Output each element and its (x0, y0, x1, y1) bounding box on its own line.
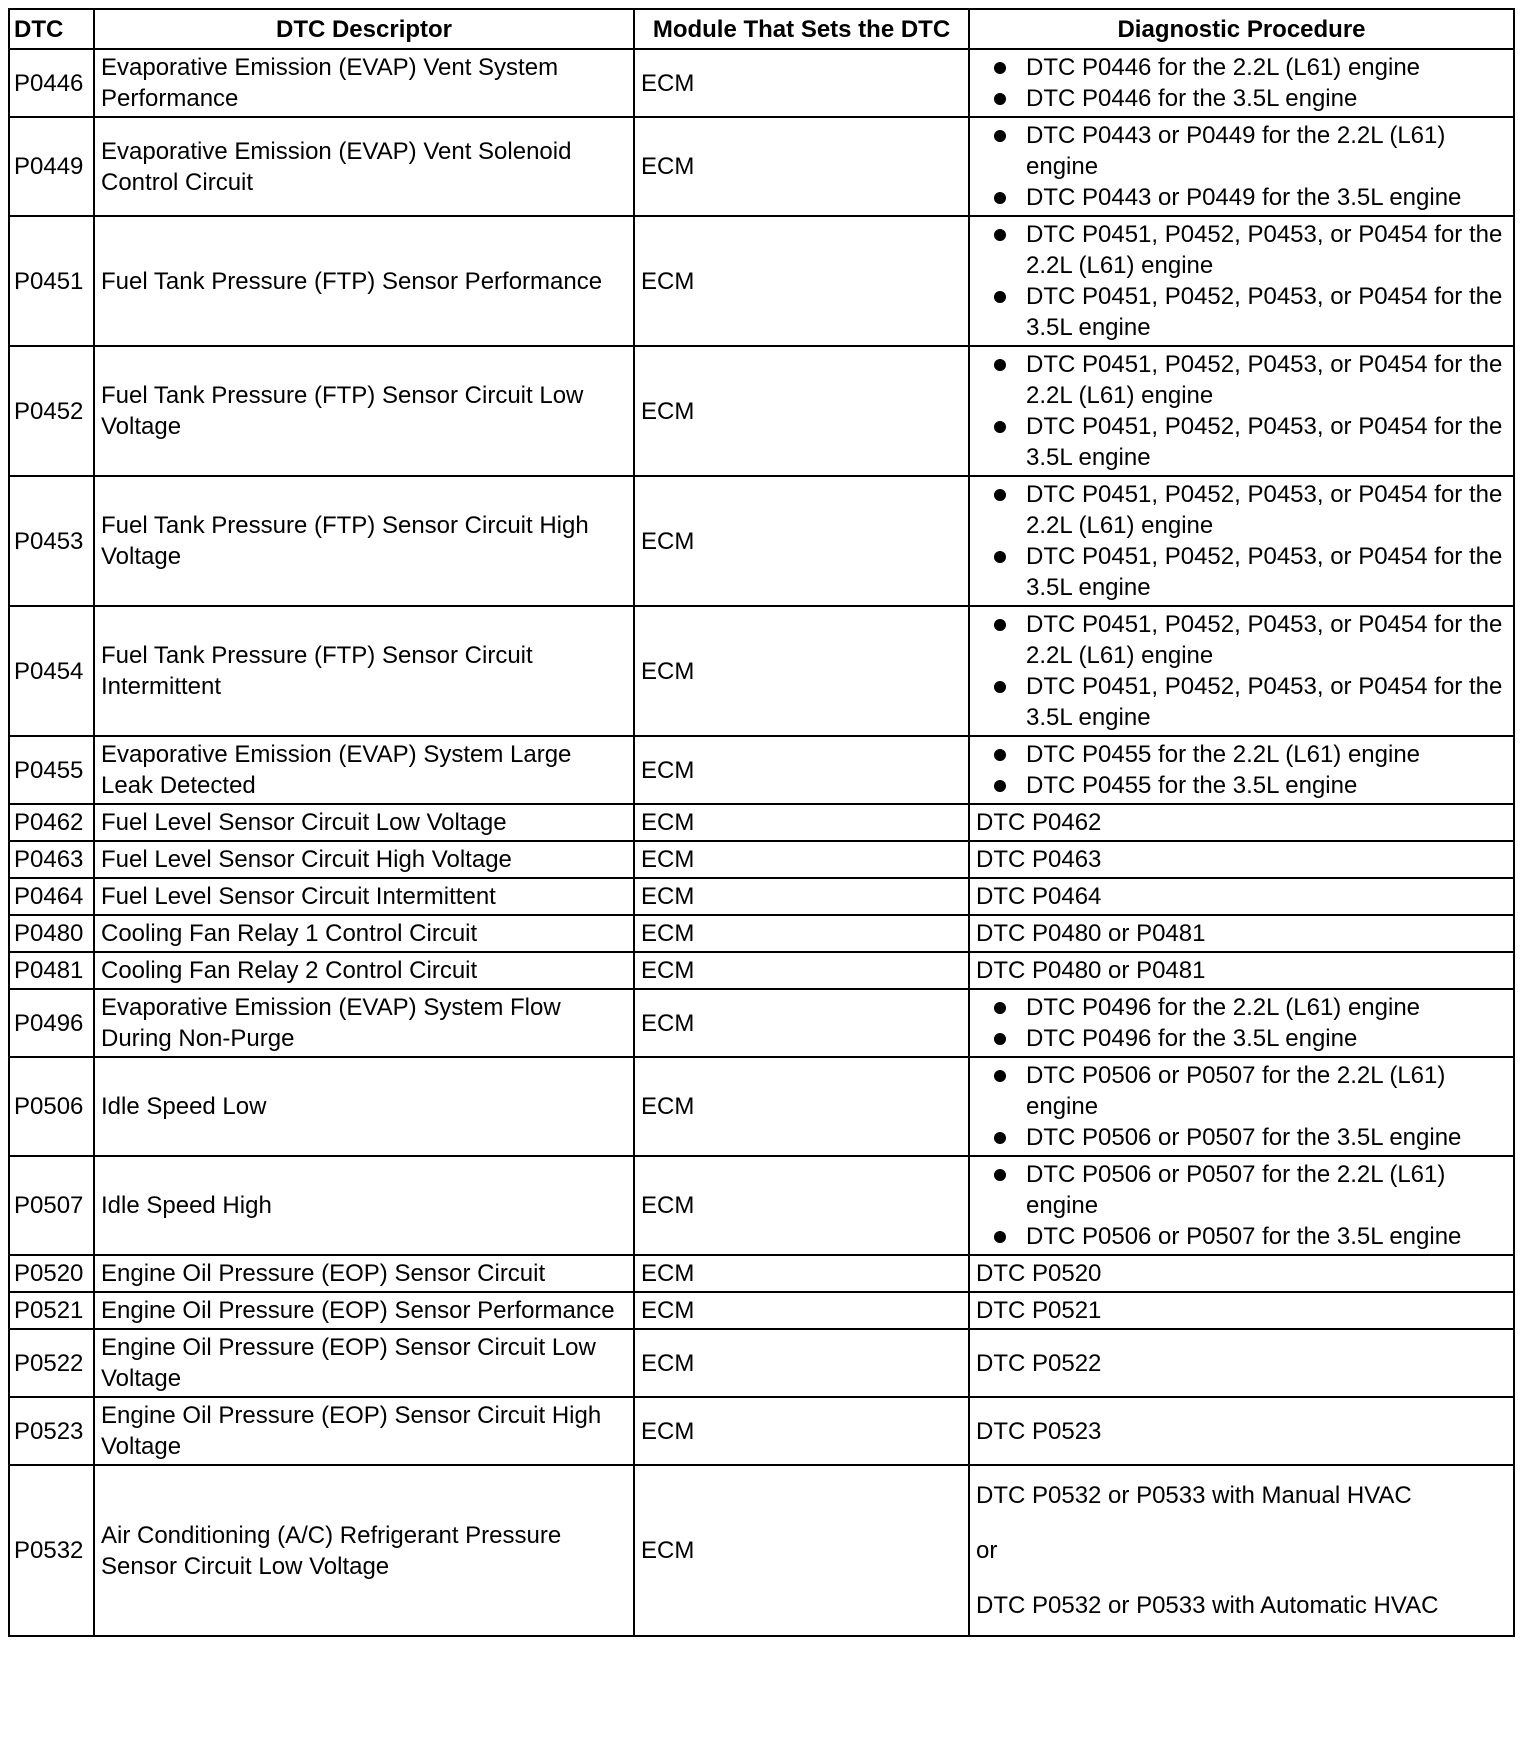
module-cell: ECM (634, 1156, 969, 1255)
table-body (9, 49, 1514, 1636)
dtc-descriptor-cell: Engine Oil Pressure (EOP) Sensor Circuit Low Voltage (94, 1329, 634, 1397)
table-row (9, 1465, 1514, 1636)
dtc-descriptor-cell: Evaporative Emission (EVAP) Vent System Performance (94, 49, 634, 117)
dtc-code-cell: P0506 (9, 1057, 94, 1156)
module-cell: ECM (634, 606, 969, 736)
procedure-cell: DTC P0462 (969, 804, 1514, 841)
dtc-code-cell: P0507 (9, 1156, 94, 1255)
module-cell: ECM (634, 952, 969, 989)
table-row (9, 1255, 1514, 1292)
module-cell: ECM (634, 1292, 969, 1329)
procedure-bullet-item: DTC P0451, P0452, P0453, or P0454 for the 3.5L engine (976, 671, 1507, 733)
module-cell: ECM (634, 878, 969, 915)
module-cell: ECM (634, 1329, 969, 1397)
dtc-descriptor-cell: Fuel Tank Pressure (FTP) Sensor Performance (94, 216, 634, 346)
procedure-bullet-item: DTC P0506 or P0507 for the 2.2L (L61) engine (976, 1159, 1507, 1221)
procedure-cell (969, 216, 1514, 346)
procedure-bullet-item: DTC P0451, P0452, P0453, or P0454 for the 3.5L engine (976, 281, 1507, 343)
procedure-cell (969, 346, 1514, 476)
procedure-bullet-item: DTC P0446 for the 2.2L (L61) engine (976, 52, 1507, 83)
module-cell: ECM (634, 1255, 969, 1292)
procedure-bullet-list (976, 992, 1507, 1054)
procedure-cell: DTC P0480 or P0481 (969, 952, 1514, 989)
dtc-code-cell: P0523 (9, 1397, 94, 1465)
dtc-descriptor-cell: Engine Oil Pressure (EOP) Sensor Circuit High Voltage (94, 1397, 634, 1465)
module-cell: ECM (634, 49, 969, 117)
dtc-code-cell: P0454 (9, 606, 94, 736)
module-cell: ECM (634, 915, 969, 952)
procedure-cell: DTC P0520 (969, 1255, 1514, 1292)
dtc-code-cell: P0453 (9, 476, 94, 606)
procedure-cell (969, 1057, 1514, 1156)
dtc-table-container (8, 8, 1513, 1637)
procedure-cell: DTC P0521 (969, 1292, 1514, 1329)
table-row (9, 216, 1514, 346)
table-row (9, 49, 1514, 117)
procedure-cell (969, 989, 1514, 1057)
procedure-cell: DTC P0464 (969, 878, 1514, 915)
procedure-bullet-item: DTC P0443 or P0449 for the 2.2L (L61) engine (976, 120, 1507, 182)
procedure-cell: DTC P0480 or P0481 (969, 915, 1514, 952)
header-descriptor: DTC Descriptor (94, 9, 634, 49)
dtc-code-cell: P0520 (9, 1255, 94, 1292)
table-row (9, 989, 1514, 1057)
table-row (9, 878, 1514, 915)
procedure-bullet-item: DTC P0455 for the 3.5L engine (976, 770, 1507, 801)
procedure-cell (969, 606, 1514, 736)
dtc-code-cell: P0463 (9, 841, 94, 878)
procedure-line: DTC P0532 or P0533 with Automatic HVAC (976, 1592, 1439, 1619)
dtc-descriptor-cell: Idle Speed Low (94, 1057, 634, 1156)
dtc-code-cell: P0446 (9, 49, 94, 117)
dtc-code-cell: P0464 (9, 878, 94, 915)
procedure-bullet-item: DTC P0451, P0452, P0453, or P0454 for the 3.5L engine (976, 411, 1507, 473)
header-module: Module That Sets the DTC (634, 9, 969, 49)
dtc-descriptor-cell: Air Conditioning (A/C) Refrigerant Pressure Sensor Circuit Low Voltage (94, 1465, 634, 1636)
procedure-bullet-item: DTC P0451, P0452, P0453, or P0454 for the 2.2L (L61) engine (976, 479, 1507, 541)
dtc-code-cell: P0462 (9, 804, 94, 841)
procedure-bullet-item: DTC P0446 for the 3.5L engine (976, 83, 1507, 114)
procedure-bullet-list (976, 739, 1507, 801)
table-row (9, 117, 1514, 216)
dtc-descriptor-cell: Fuel Level Sensor Circuit High Voltage (94, 841, 634, 878)
dtc-descriptor-cell: Fuel Tank Pressure (FTP) Sensor Circuit Low Voltage (94, 346, 634, 476)
module-cell: ECM (634, 216, 969, 346)
dtc-descriptor-cell: Engine Oil Pressure (EOP) Sensor Circuit (94, 1255, 634, 1292)
dtc-code-cell: P0452 (9, 346, 94, 476)
table-row (9, 736, 1514, 804)
dtc-code-cell: P0521 (9, 1292, 94, 1329)
header-procedure: Diagnostic Procedure (969, 9, 1514, 49)
procedure-bullet-list (976, 349, 1507, 473)
dtc-descriptor-cell: Evaporative Emission (EVAP) System Large Leak Detected (94, 736, 634, 804)
dtc-descriptor-cell: Evaporative Emission (EVAP) System Flow During Non-Purge (94, 989, 634, 1057)
procedure-bullet-list (976, 609, 1507, 733)
dtc-descriptor-cell: Fuel Tank Pressure (FTP) Sensor Circuit High Voltage (94, 476, 634, 606)
procedure-cell (969, 736, 1514, 804)
dtc-descriptor-cell: Cooling Fan Relay 2 Control Circuit (94, 952, 634, 989)
procedure-cell (969, 49, 1514, 117)
module-cell: ECM (634, 736, 969, 804)
header-row (9, 9, 1514, 49)
dtc-code-cell: P0481 (9, 952, 94, 989)
dtc-descriptor-cell: Engine Oil Pressure (EOP) Sensor Performance (94, 1292, 634, 1329)
procedure-bullet-item: DTC P0506 or P0507 for the 3.5L engine (976, 1221, 1507, 1252)
procedure-cell (969, 1465, 1514, 1636)
procedure-cell: DTC P0522 (969, 1329, 1514, 1397)
table-row (9, 476, 1514, 606)
module-cell: ECM (634, 346, 969, 476)
procedure-bullet-list (976, 219, 1507, 343)
procedure-line: DTC P0532 or P0533 with Manual HVAC (976, 1482, 1412, 1509)
module-cell: ECM (634, 841, 969, 878)
table-row (9, 952, 1514, 989)
procedure-bullet-list (976, 479, 1507, 603)
table-row (9, 1292, 1514, 1329)
dtc-descriptor-cell: Idle Speed High (94, 1156, 634, 1255)
procedure-line: or (976, 1537, 998, 1564)
dtc-descriptor-cell: Cooling Fan Relay 1 Control Circuit (94, 915, 634, 952)
dtc-descriptor-cell: Fuel Tank Pressure (FTP) Sensor Circuit Intermittent (94, 606, 634, 736)
procedure-cell (969, 117, 1514, 216)
procedure-bullet-item: DTC P0443 or P0449 for the 3.5L engine (976, 182, 1507, 213)
dtc-descriptor-cell: Fuel Level Sensor Circuit Low Voltage (94, 804, 634, 841)
table-row (9, 804, 1514, 841)
table-row (9, 1397, 1514, 1465)
procedure-cell: DTC P0523 (969, 1397, 1514, 1465)
dtc-code-cell: P0480 (9, 915, 94, 952)
dtc-code-cell: P0522 (9, 1329, 94, 1397)
procedure-bullet-list (976, 120, 1507, 213)
procedure-cell (969, 1156, 1514, 1255)
dtc-table (8, 8, 1515, 1637)
dtc-descriptor-cell: Fuel Level Sensor Circuit Intermittent (94, 878, 634, 915)
procedure-bullet-item: DTC P0496 for the 2.2L (L61) engine (976, 992, 1507, 1023)
table-row (9, 606, 1514, 736)
procedure-bullet-item: DTC P0506 or P0507 for the 3.5L engine (976, 1122, 1507, 1153)
module-cell: ECM (634, 1397, 969, 1465)
procedure-bullet-item: DTC P0451, P0452, P0453, or P0454 for the 2.2L (L61) engine (976, 349, 1507, 411)
procedure-bullet-item: DTC P0506 or P0507 for the 2.2L (L61) engine (976, 1060, 1507, 1122)
module-cell: ECM (634, 476, 969, 606)
module-cell: ECM (634, 1057, 969, 1156)
dtc-descriptor-cell: Evaporative Emission (EVAP) Vent Solenoid Control Circuit (94, 117, 634, 216)
header-dtc: DTC (9, 9, 94, 49)
table-row (9, 841, 1514, 878)
procedure-bullet-list (976, 1060, 1507, 1153)
procedure-bullet-item: DTC P0455 for the 2.2L (L61) engine (976, 739, 1507, 770)
dtc-code-cell: P0532 (9, 1465, 94, 1636)
procedure-cell: DTC P0463 (969, 841, 1514, 878)
procedure-bullet-item: DTC P0451, P0452, P0453, or P0454 for the 2.2L (L61) engine (976, 219, 1507, 281)
module-cell: ECM (634, 804, 969, 841)
table-row (9, 346, 1514, 476)
dtc-code-cell: P0496 (9, 989, 94, 1057)
module-cell: ECM (634, 989, 969, 1057)
procedure-bullet-item: DTC P0451, P0452, P0453, or P0454 for the 3.5L engine (976, 541, 1507, 603)
procedure-bullet-item: DTC P0496 for the 3.5L engine (976, 1023, 1507, 1054)
procedure-cell (969, 476, 1514, 606)
module-cell: ECM (634, 117, 969, 216)
table-row (9, 1329, 1514, 1397)
table-row (9, 1156, 1514, 1255)
dtc-code-cell: P0451 (9, 216, 94, 346)
procedure-bullet-list (976, 1159, 1507, 1252)
table-row (9, 915, 1514, 952)
dtc-code-cell: P0455 (9, 736, 94, 804)
procedure-bullet-list (976, 52, 1507, 114)
table-row (9, 1057, 1514, 1156)
procedure-bullet-item: DTC P0451, P0452, P0453, or P0454 for the 2.2L (L61) engine (976, 609, 1507, 671)
dtc-code-cell: P0449 (9, 117, 94, 216)
module-cell: ECM (634, 1465, 969, 1636)
